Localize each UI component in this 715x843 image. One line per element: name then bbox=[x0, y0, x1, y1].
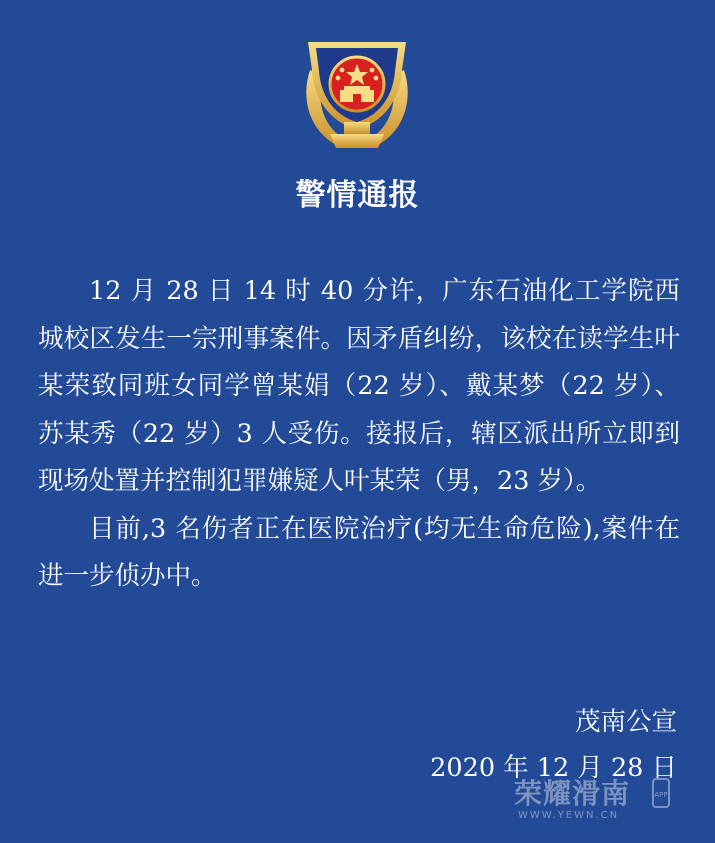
police-emblem-icon bbox=[296, 30, 418, 154]
notice-body bbox=[38, 268, 680, 601]
signature-date: 2020 年 12 月 28 日 bbox=[430, 753, 677, 783]
notice-paragraph: 目前,3 名伤者正在医院治疗(均无生命危险),案件在进一步侦办中。 bbox=[38, 513, 680, 591]
watermark-url: WWW.YEWN.CN bbox=[518, 810, 620, 821]
watermark-text: 荣耀滑南 bbox=[514, 777, 631, 810]
notice-title: 警情通报 bbox=[295, 178, 420, 213]
watermark-app-badge: APP bbox=[652, 778, 670, 808]
watermark bbox=[514, 772, 674, 834]
notice-paragraph: 12 月 28 日 14 时 40 分许，广东石油化工学院西城校区发生一宗刑事案件。因矛盾纠纷，该校在读学生叶某荣致同班女同学曾某娟（22 岁）、戴某梦（22 岁）、苏某秀（22 岁）3 人受伤。接报后，辖区派出所立即到现场处置并控制犯罪嫌疑人叶某荣（男，23 岁）。 bbox=[38, 276, 680, 496]
signature-org: 茂南公宣 bbox=[574, 707, 677, 737]
